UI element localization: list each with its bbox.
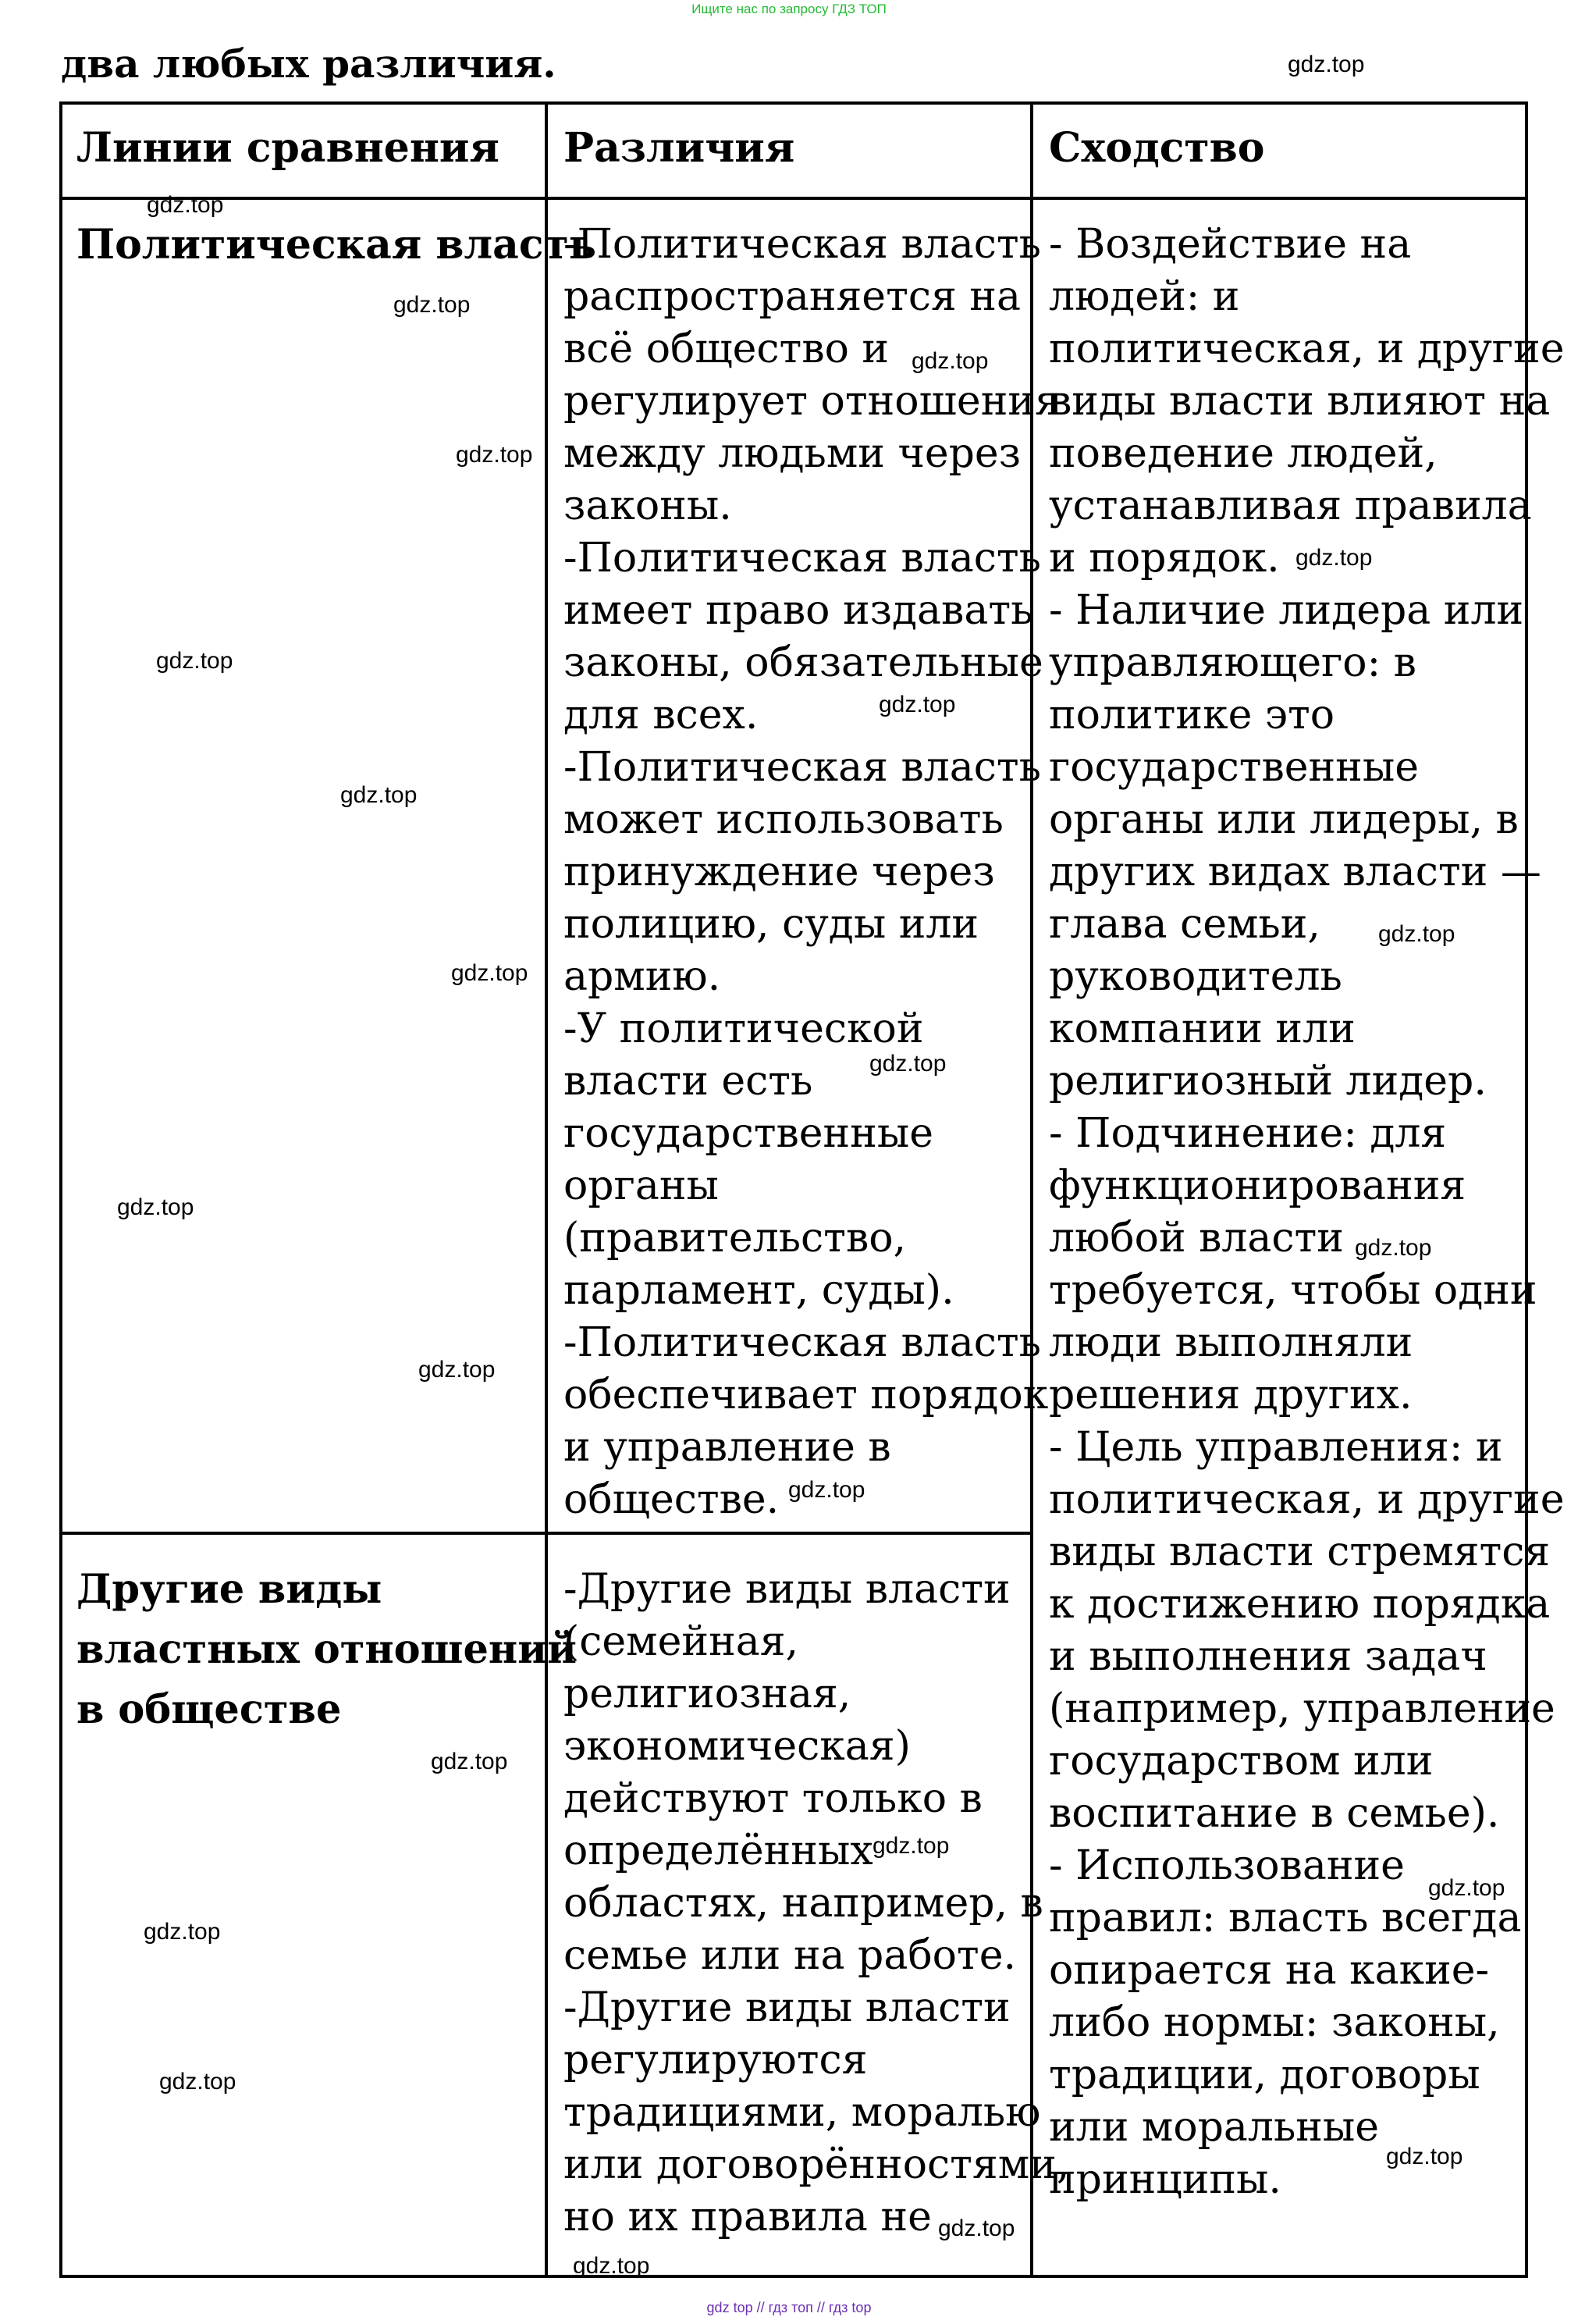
- text-line: государственные: [563, 1110, 933, 1157]
- text-line: - Воздействие на: [1049, 221, 1412, 268]
- text-line: функционирования: [1049, 1162, 1466, 1209]
- text-line: глава семьи,: [1049, 901, 1320, 948]
- text-line: - Подчинение: для: [1049, 1110, 1447, 1157]
- watermark: gdz.top: [156, 648, 233, 674]
- text-line: регулирует отношения: [563, 378, 1061, 425]
- table-divider-col1: [545, 101, 548, 2278]
- header-differences: Различия: [563, 124, 795, 172]
- text-line: управляющего: в: [1049, 639, 1416, 686]
- watermark: gdz.top: [1428, 1875, 1505, 1901]
- watermark: gdz.top: [117, 1194, 194, 1220]
- text-line: (например, управление: [1049, 1685, 1555, 1732]
- watermark: gdz.top: [788, 1477, 865, 1503]
- row-label-other-power: [76, 1560, 577, 1740]
- table-divider-header: [59, 197, 1528, 200]
- text-line: власти есть: [563, 1058, 813, 1105]
- text-line: -У политической: [563, 1005, 924, 1052]
- text-line: (семейная,: [563, 1618, 799, 1665]
- text-line: традициями, моралью: [563, 2089, 1041, 2136]
- watermark: gdz.top: [456, 442, 533, 468]
- text-line: - Наличие лидера или: [1049, 587, 1524, 634]
- text-line: -Другие виды власти: [563, 1984, 1011, 2031]
- text-line: опирается на какие-: [1049, 1947, 1490, 1994]
- differences-other-power: [563, 1564, 1069, 2244]
- text-line: - Цель управления: и: [1049, 1424, 1503, 1471]
- watermark: gdz.top: [159, 2069, 236, 2094]
- text-line: семье или на работе.: [563, 1932, 1016, 1979]
- differences-political-power: [563, 219, 1061, 1526]
- text-line: традиции, договоры: [1049, 2052, 1480, 2098]
- text-line: или моральные: [1049, 2104, 1380, 2151]
- text-line: экономическая): [563, 1723, 911, 1770]
- text-line: между людьми через: [563, 430, 1022, 477]
- text-line: определённых: [563, 1828, 873, 1874]
- text-line: и управление в: [563, 1424, 891, 1471]
- text-line: может использовать: [563, 796, 1004, 843]
- text-line: любой власти: [1049, 1215, 1344, 1262]
- watermark: gdz.top: [938, 2215, 1015, 2241]
- text-line: действуют только в: [563, 1775, 983, 1822]
- text-line: виды власти стремятся: [1049, 1529, 1551, 1575]
- text-line: -Другие виды власти: [563, 1566, 1011, 1613]
- text-line: Другие виды: [76, 1566, 382, 1613]
- watermark: gdz.top: [1386, 2144, 1463, 2169]
- intro-text: два любых различия.: [61, 41, 556, 87]
- text-line: имеет право издавать: [563, 587, 1033, 634]
- footer: gdz top // гдз топ // гдз top: [706, 2300, 872, 2315]
- text-line: воспитание в семье).: [1049, 1790, 1500, 1837]
- text-line: люди выполняли: [1049, 1319, 1413, 1366]
- row-label-political-power: Политическая власть: [76, 221, 597, 269]
- text-line: устанавливая правила: [1049, 482, 1532, 529]
- header-similarity: Сходство: [1049, 124, 1265, 172]
- header-comparison-lines: Линии сравнения: [76, 124, 499, 172]
- text-line: полицию, суды или: [563, 901, 979, 948]
- watermark: gdz.top: [869, 1051, 947, 1077]
- text-line: но их правила не: [563, 2194, 932, 2240]
- text-line: законы.: [563, 482, 732, 529]
- text-line: руководитель: [1049, 953, 1342, 1000]
- text-line: областях, например, в: [563, 1880, 1043, 1927]
- text-line: регулируются: [563, 2037, 868, 2084]
- watermark: gdz.top: [393, 292, 471, 318]
- text-line: -Политическая власть: [563, 535, 1041, 582]
- text-line: требуется, чтобы одни: [1049, 1267, 1537, 1314]
- watermark: gdz.top: [873, 1833, 950, 1859]
- watermark: gdz.top: [1288, 52, 1365, 77]
- table-divider-row1: [59, 1532, 1033, 1535]
- watermark: gdz.top: [879, 692, 956, 717]
- text-line: религиозный лидер.: [1049, 1058, 1487, 1105]
- text-line: политическая, и другие: [1049, 326, 1565, 372]
- watermark: gdz.top: [340, 782, 418, 808]
- text-line: органы или лидеры, в: [1049, 796, 1519, 843]
- text-line: властных отношений: [76, 1626, 577, 1673]
- watermark: gdz.top: [912, 348, 989, 374]
- text-line: -Политическая власть: [563, 221, 1041, 268]
- text-line: компании или: [1049, 1005, 1356, 1052]
- watermark: gdz.top: [431, 1749, 508, 1774]
- watermark: gdz.top: [573, 2253, 650, 2279]
- text-line: обеспечивает порядок: [563, 1372, 1049, 1418]
- text-line: политическая, и другие: [1049, 1476, 1565, 1523]
- text-line: всё общество и: [563, 326, 890, 372]
- text-line: - Использование: [1049, 1842, 1405, 1889]
- text-line: правил: власть всегда: [1049, 1895, 1522, 1941]
- watermark: gdz.top: [418, 1357, 496, 1383]
- similarities-cell: [1049, 219, 1565, 2206]
- text-line: -Политическая власть: [563, 1319, 1041, 1366]
- text-line: государством или: [1049, 1738, 1434, 1785]
- text-line: для всех.: [563, 692, 759, 738]
- text-line: обществе.: [563, 1476, 780, 1523]
- text-line: политике это: [1049, 692, 1335, 738]
- watermark: gdz.top: [451, 960, 528, 986]
- text-line: и порядок.: [1049, 535, 1280, 582]
- text-line: (правительство,: [563, 1215, 907, 1262]
- text-line: либо нормы: законы,: [1049, 1999, 1500, 2046]
- text-line: людей: и: [1049, 273, 1240, 320]
- text-line: органы: [563, 1162, 719, 1209]
- text-line: к достижению порядка: [1049, 1581, 1551, 1628]
- text-line: или договорённостями,: [563, 2141, 1070, 2188]
- text-line: поведение людей,: [1049, 430, 1438, 477]
- text-line: виды власти влияют на: [1049, 378, 1551, 425]
- watermark: gdz.top: [1378, 921, 1455, 947]
- text-line: принуждение через: [563, 849, 995, 895]
- watermark: gdz.top: [144, 1919, 221, 1945]
- text-line: религиозная,: [563, 1671, 851, 1717]
- top-banner: Ищите нас по запросу ГДЗ ТОП: [691, 2, 887, 16]
- text-line: государственные: [1049, 744, 1419, 791]
- text-line: парламент, суды).: [563, 1267, 954, 1314]
- text-line: и выполнения задач: [1049, 1633, 1487, 1680]
- text-line: в обществе: [76, 1686, 342, 1733]
- text-line: распространяется на: [563, 273, 1021, 320]
- watermark: gdz.top: [1295, 545, 1373, 571]
- text-line: законы, обязательные: [563, 639, 1043, 686]
- text-line: армию.: [563, 953, 721, 1000]
- watermark: gdz.top: [147, 192, 224, 218]
- text-line: решения других.: [1049, 1372, 1413, 1418]
- text-line: принципы.: [1049, 2156, 1281, 2203]
- text-line: других видах власти —: [1049, 849, 1541, 895]
- watermark: gdz.top: [1355, 1235, 1432, 1261]
- text-line: -Политическая власть: [563, 744, 1041, 791]
